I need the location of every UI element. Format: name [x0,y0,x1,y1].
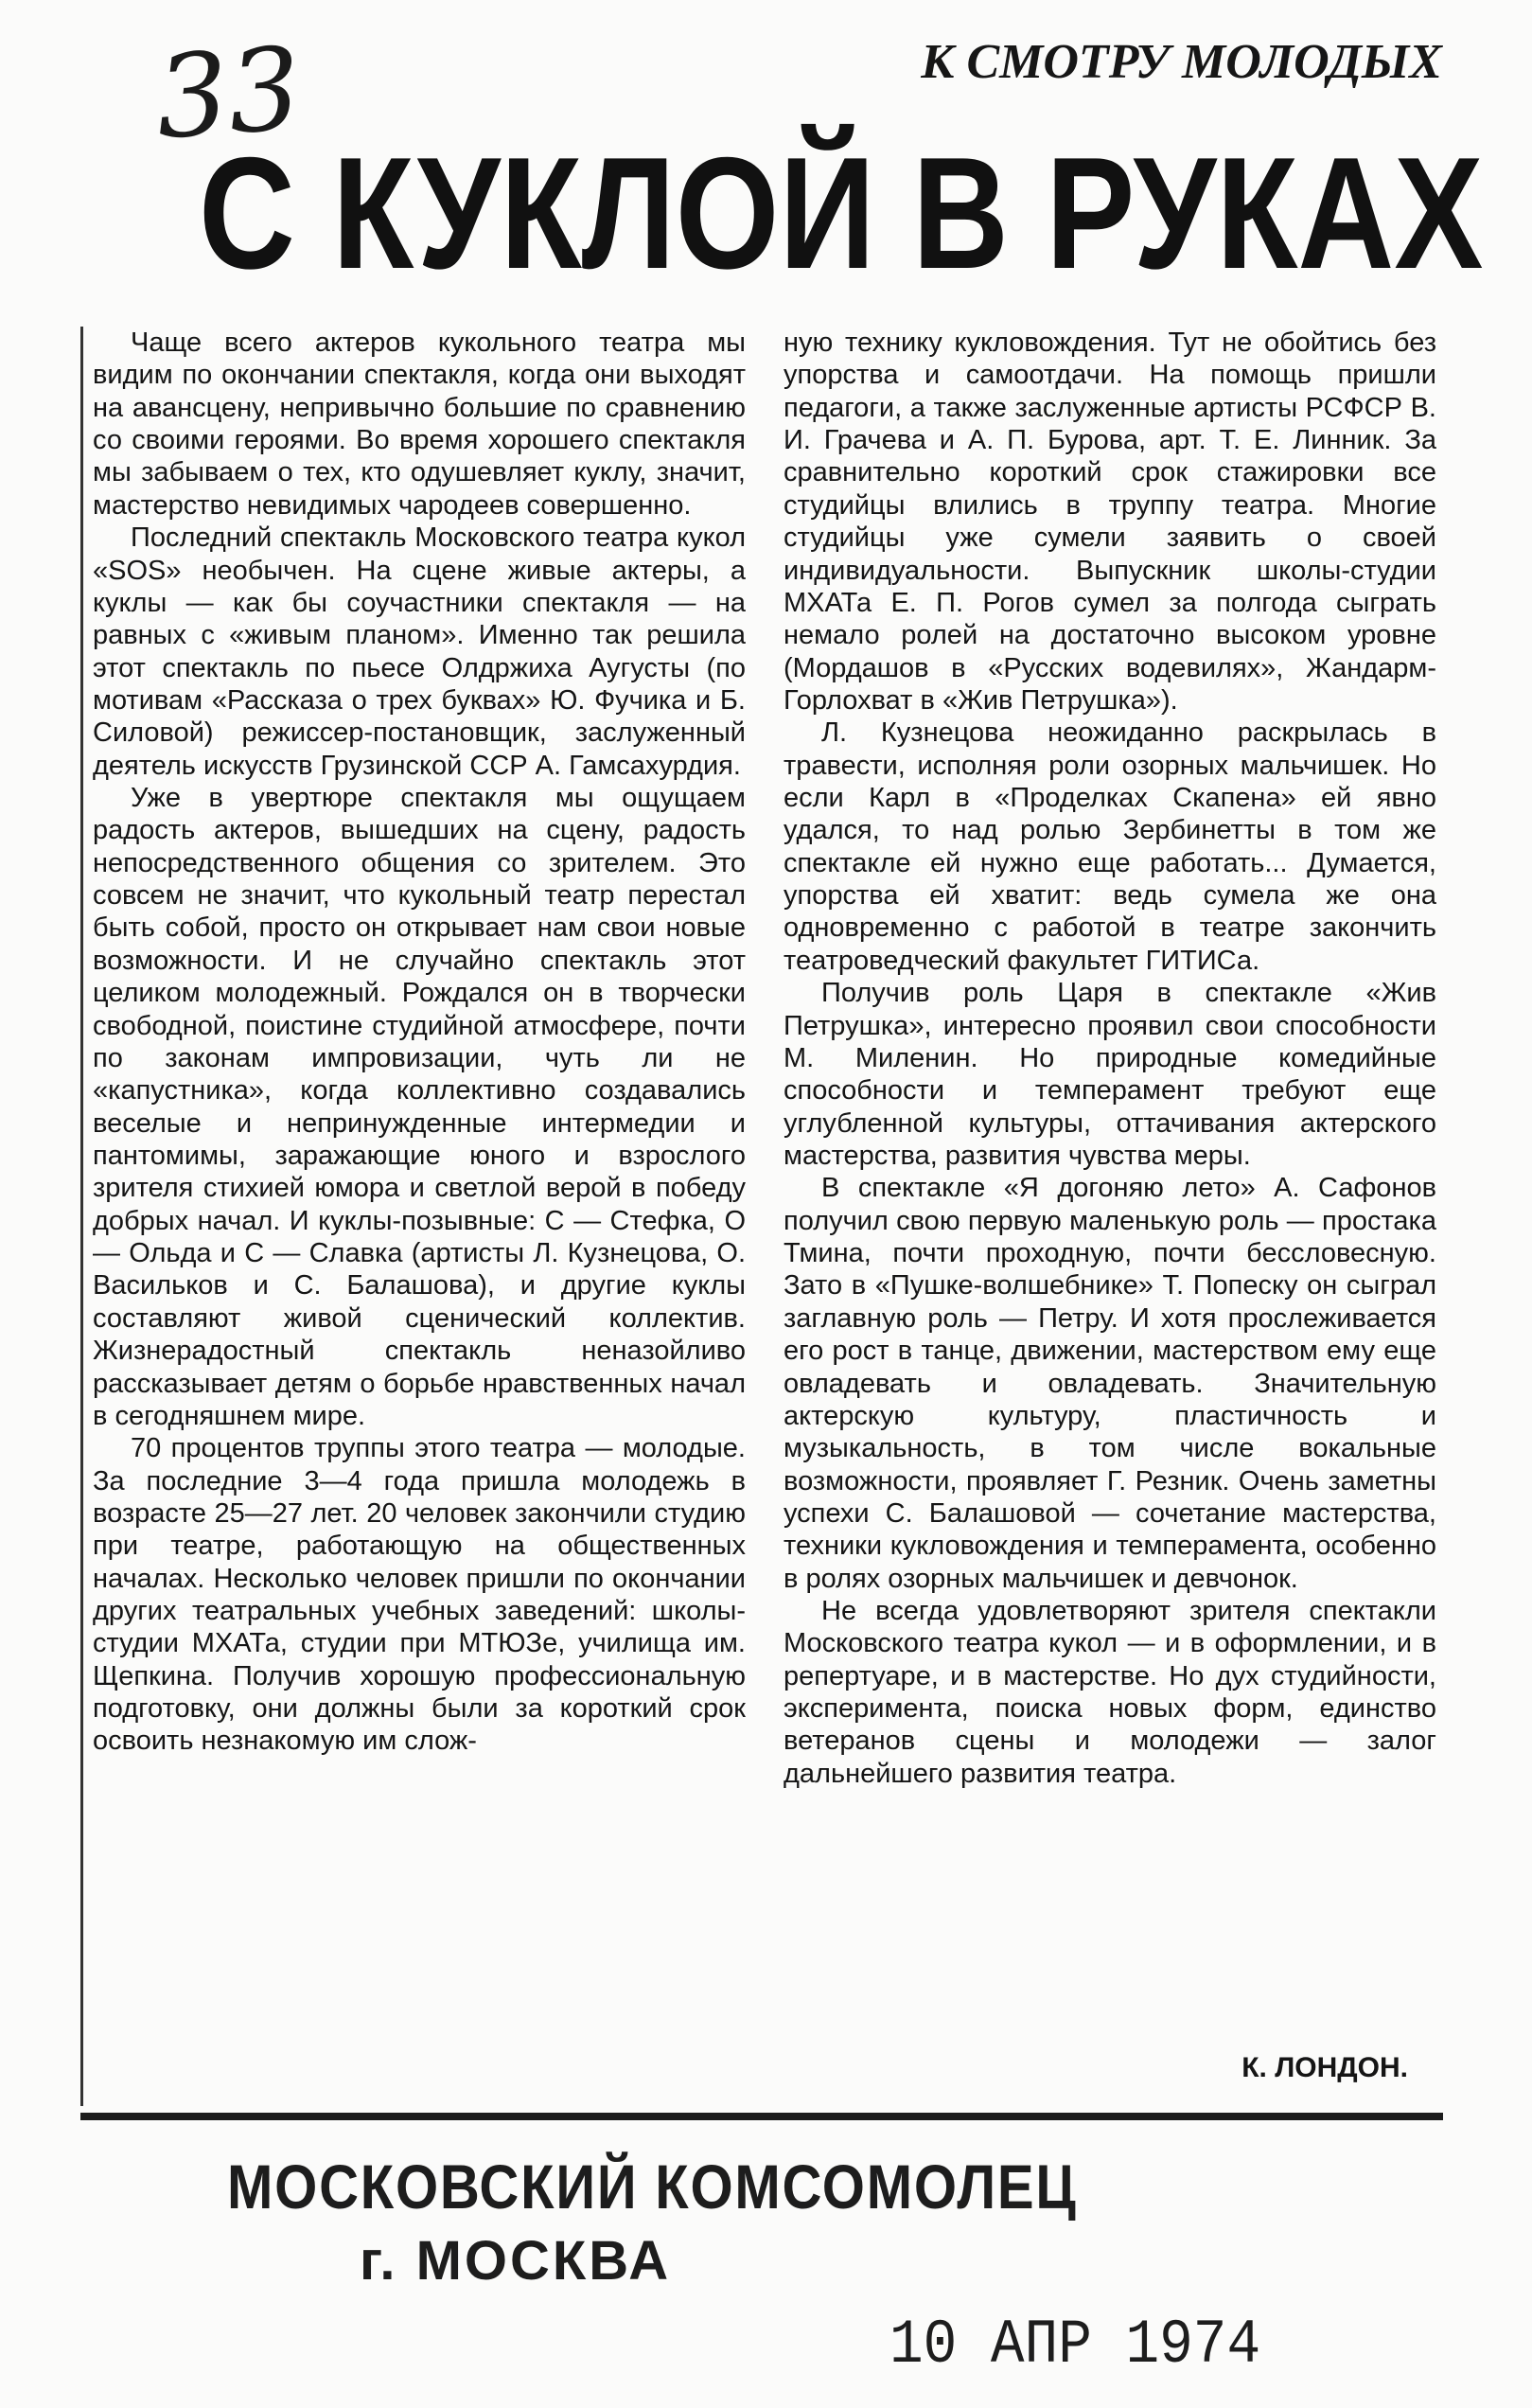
handwritten-page-number: 33 [151,23,306,166]
newspaper-name-stamp: МОСКОВСКИЙ КОМСОМОЛЕЦ [227,2151,1078,2222]
paragraph: В спектакле «Я догоняю лето» А. Сафонов получил свою первую маленькую роль — простака Тмина, почти проходную, почти бессловесную. Зато в «Пушке-волшебнике» Т. Попеску он сыграл заглавную роль — Петру. И хотя прослеживается его рост в танце, движении, мастерством ему еще овладевать и овладевать. Значительную актерскую культуру, пластичность и музыкальность, в том числе вокальные возможности, проявляет Г. Резник. Очень заметны успехи С. Балашовой — сочетание мастерства, техники кукловождения и темперамента, особенно в ролях озорных мальчишек и девчонок. [784,1173,1436,1594]
paragraph: Л. Кузнецова неожиданно раскрылась в травести, исполняя роли озорных мальчишек. Но если Карл в «Проделках Скапена» ей явно удался, то над ролью Зербинетты в том же спектакле ей нужно еще работать... Думается, упорства ей хватит: ведь сумела же она одновременно с работой в театре закончить театроведческий факультет ГИТИСа. [784,717,1436,976]
bottom-rule [80,2113,1443,2120]
paragraph: 70 процентов труппы этого театра — молодые. За последние 3—4 года пришла молодежь в возрасте 25—27 лет. 20 человек закончили студию при театре, работающую на общественных началах. Несколько человек пришли по окончании других театральных учебных заведений: школы-студии МХАТа, студии при МТЮЗе, училища им. Щепкина. Получив хорошую профессиональную подготовку, они должны были за короткий срок освоить незнакомую им слож- [93,1433,746,1757]
paragraph: Чаще всего актеров кукольного театра мы видим по окончании спектакля, когда они выходят на авансцену, непривычно большие по сравнению со своими героями. Во время хорошего спектакля мы забываем о тех, кто одушевляет куклу, значит, мастерство невидимых чародеев совершенно. [93,328,746,521]
article-body [80,327,1446,2106]
paragraph: Последний спектакль Московского театра кукол «SOS» необычен. На сцене живые актеры, а куклы — как бы соучастники спектакля — на равных с «живым планом». Именно так решила этот спектакль по пьесе Олдржиха Аугусты (по мотивам «Рассказа о трех буквах» Ю. Фучика и Б. Силовой) режиссер-постановщик, заслуженный деятель искусств Грузинской ССР А. Гамсахурдия. [93,522,746,781]
article-headline: С КУКЛОЙ В РУКАХ [199,124,1484,302]
paragraph: Не всегда удовлетворяют зрителя спектакли Московского театра кукол — и в оформлении, и в репертуаре, и в мастерстве. Но дух студийности, эксперимента, поиска новых форм, единство ветеранов сцены и молодежи — залог дальнейшего развития театра. [784,1596,1436,1789]
paragraph-continuation: ную технику кукловождения. Тут не обойтись без упорства и самоотдачи. На помощь пришли педагоги, а также заслуженные артисты РСФСР В. И. Грачева и А. П. Бурова, арт. Т. Е. Линник. За сравнительно короткий срок стажировки все студийцы влились в труппу театра. Многие студийцы уже сумели заявить о своей индивидуальности. Выпускник школы-студии МХАТа Е. П. Рогов сумел за полгода сыграть немало ролей на достаточно высоком уровне (Мордашов в «Русских водевилях», Жандарм-Горлохват в «Жив Петрушка»). [784,328,1436,716]
article-column-left [93,327,746,1758]
author-byline: К. ЛОНДОН. [1241,2052,1408,2083]
date-stamp: 10 АПР 1974 [889,2310,1261,2381]
article-column-right [784,327,1436,1790]
paragraph: Получив роль Царя в спектакле «Жив Петрушка», интересно проявил свои способности М. Миленин. Но природные комедийные способности и темперамент требуют еще углубленной культуры, оттачивания актерского мастерства, развития чувства меры. [784,978,1436,1171]
newspaper-city-stamp: г. МОСКВА [360,2230,672,2292]
paragraph: Уже в увертюре спектакля мы ощущаем радость актеров, вышедших на сцену, радость непосредственного общения со зрителем. Это совсем не значит, что кукольный театр перестал быть собой, просто он открывает нам свои новые возможности. И не случайно спектакль этот целиком молодежный. Рождался он в творчески свободной, поистине студийной атмосфере, почти по законам импровизации, чуть ли не «капустника», когда коллективно создавались веселые и непринужденные интермедии и пантомимы, заражающие юного и взрослого зрителя стихией юмора и светлой верой в победу добрых начал. И куклы-позывные: С — Стефка, О — Ольда и С — Славка (артисты Л. Кузнецова, О. Васильков и С. Балашова), и другие куклы составляют живой сценический коллектив. Жизнерадостный спектакль неназойливо рассказывает детям о борьбе нравственных начал в сегодняшнем мире. [93,783,746,1431]
rubric-heading: К СМОТРУ МОЛОДЫХ [921,35,1442,89]
